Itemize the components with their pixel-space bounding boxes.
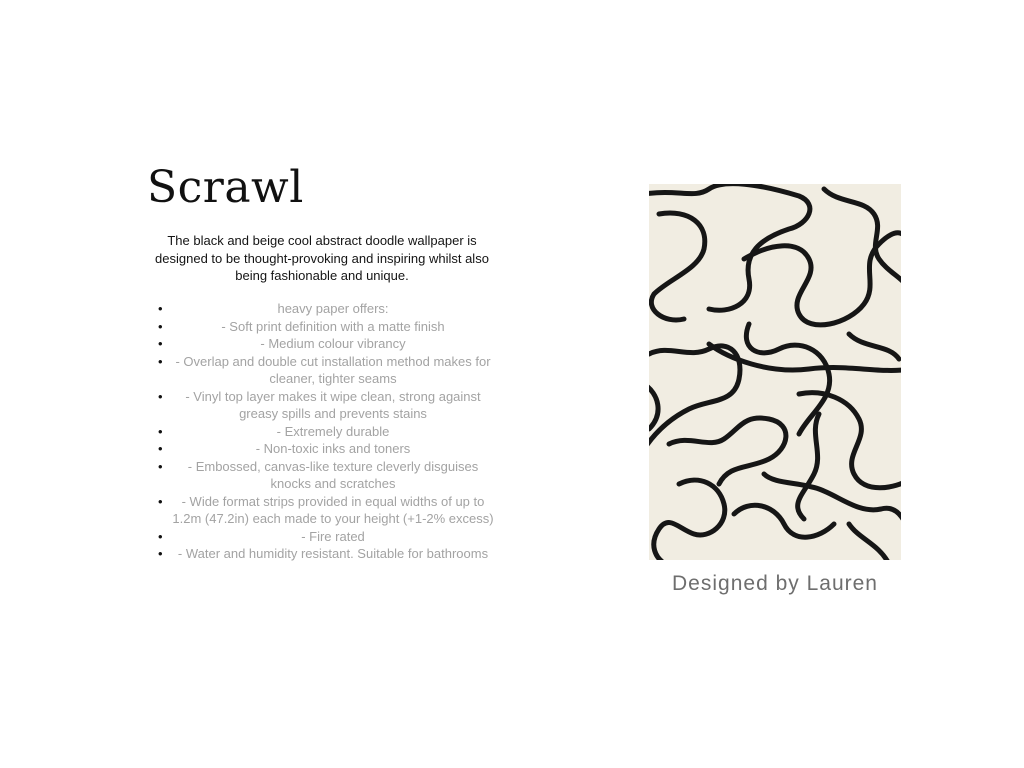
wallpaper-pattern-image: [649, 184, 901, 560]
feature-item: [158, 423, 498, 441]
feature-text: - Wide format strips provided in equal widths of up to 1.2m (47.2in) each made to your height (+1-2% excess): [172, 493, 494, 526]
feature-item: [158, 458, 498, 493]
feature-item: [158, 353, 498, 388]
product-intro: The black and beige cool abstract doodle wallpaper is designed to be thought-provoking and inspiring whilst also being fashionable and unique.: [155, 233, 489, 283]
feature-text: - Soft print definition with a matte finish: [221, 318, 445, 334]
bullet-icon: •: [158, 458, 163, 474]
feature-list: [158, 300, 498, 563]
feature-text: - Extremely durable: [276, 423, 390, 439]
feature-text: heavy paper offers:: [277, 301, 389, 316]
feature-item: [158, 318, 498, 336]
feature-item: [158, 440, 498, 458]
bullet-icon: •: [158, 546, 163, 561]
bullet-icon: •: [158, 423, 163, 439]
feature-text: - Fire rated: [301, 528, 365, 544]
feature-text: - Medium colour vibrancy: [260, 336, 406, 351]
feature-text: - Vinyl top layer makes it wipe clean, strong against greasy spills and prevents stains: [185, 388, 481, 421]
bullet-icon: •: [158, 336, 163, 351]
feature-item: [158, 335, 498, 353]
bullet-icon: •: [158, 441, 163, 456]
feature-item: [158, 493, 498, 528]
product-title: Scrawl: [147, 162, 304, 213]
feature-text: - Non-toxic inks and toners: [255, 441, 411, 456]
bullet-icon: •: [158, 318, 163, 334]
designer-credit: Designed by Lauren: [672, 572, 878, 595]
feature-text: - Overlap and double cut installation method makes for cleaner, tighter seams: [175, 353, 491, 386]
bullet-icon: •: [158, 388, 163, 404]
bullet-icon: •: [158, 528, 163, 544]
bullet-icon: •: [158, 493, 163, 509]
bullet-icon: •: [158, 353, 163, 369]
feature-item: [158, 300, 498, 318]
feature-item: [158, 528, 498, 546]
feature-item: [158, 388, 498, 423]
feature-text: - Embossed, canvas-like texture cleverly disguises knocks and scratches: [187, 458, 479, 491]
doodle-pattern-icon: [649, 184, 901, 560]
bullet-icon: •: [158, 301, 163, 316]
feature-text: - Water and humidity resistant. Suitable for bathrooms: [177, 546, 489, 561]
feature-item: [158, 545, 498, 563]
